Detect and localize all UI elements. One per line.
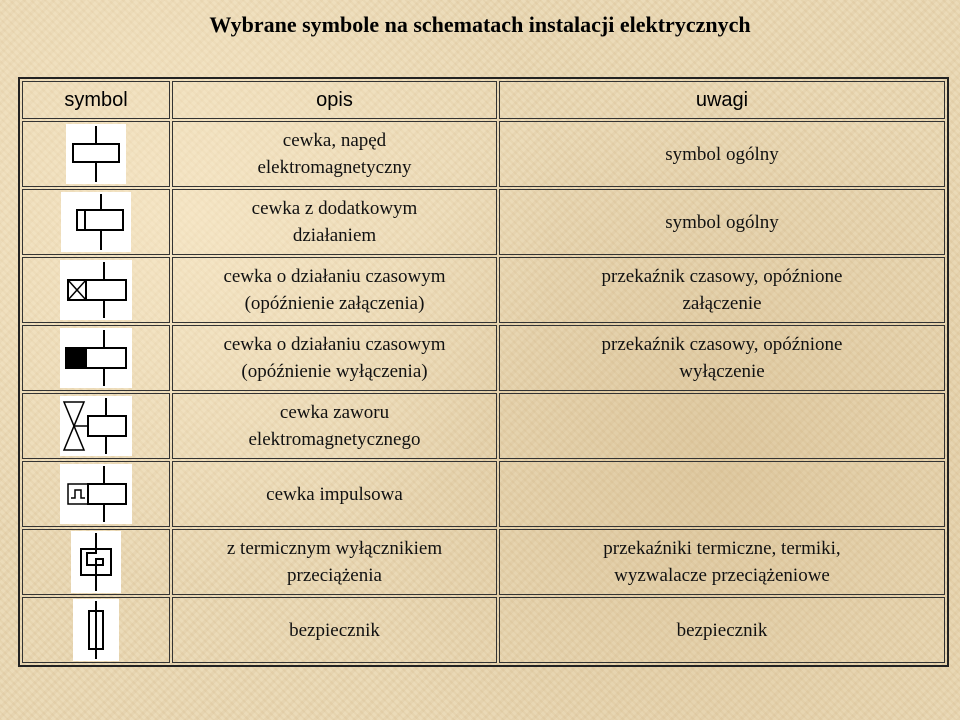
- notes-line: przekaźniki termiczne, termiki,: [603, 538, 841, 559]
- notes-line: symbol ogólny: [665, 143, 779, 165]
- description-cell: [172, 529, 497, 595]
- symbol-cell: [22, 393, 170, 459]
- symbol-cell: [22, 529, 170, 595]
- notes-line: wyzwalacze przeciążeniowe: [614, 565, 830, 586]
- notes-cell: [499, 393, 945, 459]
- coil-additional-action-icon: [61, 192, 131, 252]
- description-line: cewka z dodatkowym: [251, 198, 418, 219]
- symbol-cell: [22, 325, 170, 391]
- description-cell: [172, 393, 497, 459]
- table-row: [22, 189, 945, 255]
- description-line: cewka impulsowa: [266, 483, 403, 505]
- notes-line: wyłączenie: [679, 361, 765, 382]
- description-line: (opóźnienie wyłączenia): [241, 361, 428, 382]
- coil-general-icon: [66, 124, 126, 184]
- table-row: [22, 597, 945, 663]
- notes-line: przekaźnik czasowy, opóźnione: [601, 266, 843, 287]
- symbol-cell: [22, 189, 170, 255]
- table-row: [22, 325, 945, 391]
- description-line: elektromagnetyczny: [257, 157, 412, 178]
- coil-delayed-off-icon: [60, 328, 132, 388]
- description-cell: [172, 257, 497, 323]
- symbol-cell: [22, 121, 170, 187]
- notes-line: bezpiecznik: [676, 619, 768, 641]
- fuse-icon: [73, 599, 119, 661]
- table-row: [22, 393, 945, 459]
- coil-delayed-on-icon: [60, 260, 132, 320]
- thermal-trip-icon: [71, 531, 121, 593]
- notes-cell: [499, 257, 945, 323]
- notes-line: przekaźnik czasowy, opóźnione: [601, 334, 843, 355]
- description-line: działaniem: [292, 225, 377, 246]
- description-cell: [172, 461, 497, 527]
- notes-cell: [499, 597, 945, 663]
- header-description: opis: [172, 81, 497, 119]
- notes-cell: [499, 121, 945, 187]
- description-line: przeciążenia: [287, 565, 382, 586]
- notes-cell: [499, 529, 945, 595]
- description-line: cewka o działaniu czasowym: [223, 266, 446, 287]
- symbols-table: [18, 77, 949, 667]
- valve-coil-icon: [60, 396, 132, 456]
- header-symbol: symbol: [22, 81, 170, 119]
- page-title: Wybrane symbole na schematach instalacji elektrycznych: [209, 12, 751, 37]
- description-cell: [172, 597, 497, 663]
- notes-line: załączenie: [682, 293, 762, 314]
- symbol-cell: [22, 257, 170, 323]
- header-notes: uwagi: [499, 81, 945, 119]
- description-line: (opóźnienie załączenia): [244, 293, 425, 314]
- table-header-row: [22, 81, 945, 119]
- table-row: [22, 257, 945, 323]
- table-row: [22, 121, 945, 187]
- symbol-cell: [22, 461, 170, 527]
- impulse-coil-icon: [60, 464, 132, 524]
- description-cell: [172, 189, 497, 255]
- description-line: elektromagnetycznego: [248, 429, 421, 450]
- symbol-cell: [22, 597, 170, 663]
- notes-line: symbol ogólny: [665, 211, 779, 233]
- description-line: cewka zaworu: [279, 402, 390, 423]
- description-line: cewka o działaniu czasowym: [223, 334, 446, 355]
- description-line: cewka, napęd: [282, 130, 387, 151]
- notes-cell: [499, 461, 945, 527]
- description-line: z termicznym wyłącznikiem: [226, 538, 443, 559]
- description-line: bezpiecznik: [289, 619, 380, 641]
- table-row: [22, 529, 945, 595]
- description-cell: [172, 325, 497, 391]
- notes-cell: [499, 325, 945, 391]
- description-cell: [172, 121, 497, 187]
- notes-cell: [499, 189, 945, 255]
- table-row: [22, 461, 945, 527]
